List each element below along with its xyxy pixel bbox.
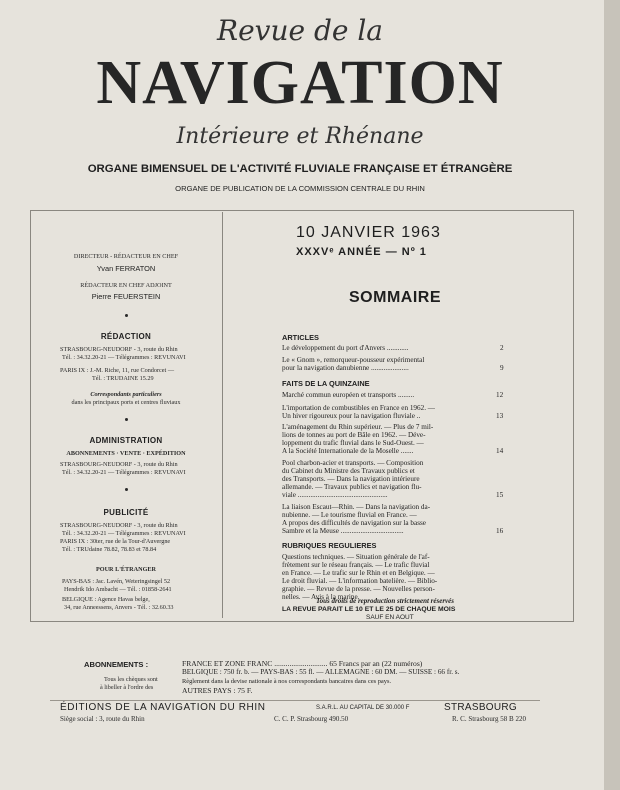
article-page: 9: [500, 364, 504, 372]
masthead-title: NAVIGATION: [96, 49, 504, 117]
administration-line: Tél. : 34.32.20-21 — Télégrammes : REVUNAVI: [62, 469, 186, 476]
article-page: 12: [496, 391, 504, 399]
article-line: Un hiver rigoureux pour la navigation fluviale ..: [282, 412, 421, 420]
footer-rc: R. C. Strasbourg 58 B 220: [452, 715, 526, 723]
issue-date: 10 JANVIER 1963: [296, 224, 441, 241]
article-line: frètement sur le réseau français. — Le trafic fluvial: [282, 561, 430, 569]
article-page: 15: [496, 491, 504, 499]
redaction-line: PARIS IX : J.-M. Riche, 11, rue Condorcet —: [60, 367, 175, 374]
article-line: graphie. — Revue de la presse. — Nouvelles person-: [282, 585, 435, 593]
article-line: A propos des difficultés de navigation sur la basse: [282, 519, 426, 527]
article-line: Le « Gnom », remorqueur-pousseur expérimental: [282, 356, 425, 364]
etranger-line: PAYS-BAS : Jac. Lavén, Weteringsingel 52: [62, 578, 171, 585]
article-line: du Cabinet du Ministre des Travaux publics et: [282, 467, 415, 475]
abonnements-line: Règlement dans la devise nationale à nos correspondants bancaires dans ces pays.: [182, 678, 392, 685]
adjoint-name: Pierre FEUERSTEIN: [91, 292, 161, 301]
article-line: L'importation de combustibles en France en 1962. —: [282, 404, 435, 412]
redaction-line: Tél. : 34.32.20-21 — Télégrammes : REVUNAVI: [62, 354, 186, 361]
issue-year-number: XXXVᵉ ANNÉE — Nº 1: [296, 246, 427, 258]
footer-city: STRASBOURG: [444, 702, 518, 713]
abonnements-line: AUTRES PAYS : 75 F.: [182, 686, 253, 695]
section-heading: RUBRIQUES REGULIERES: [282, 541, 377, 550]
article-page: 14: [496, 447, 504, 455]
etranger-line: Hendrik Ido Ambacht — Tél. : 01858-2641: [64, 586, 172, 593]
article-line: La liaison Escaut—Rhin. — Dans la navigation da-: [282, 503, 431, 511]
column-divider: [222, 212, 223, 618]
article-line: Pool charbon-acier et transports. — Composition: [282, 459, 424, 467]
article-line: en France. — Le trafic sur le Rhin et en Belgique. —: [282, 569, 435, 577]
footer-ccp: C. C. P. Strasbourg 490.50: [274, 715, 349, 723]
abonnements-line: FRANCE ET ZONE FRANC ............................ 65 Francs par an (22 numéros): [182, 659, 423, 668]
article-page: 16: [496, 527, 504, 535]
article-line: loppement du trafic fluvial dans le Sud-Ouest. —: [282, 439, 424, 447]
footer-editions: ÉDITIONS DE LA NAVIGATION DU RHIN: [60, 702, 266, 713]
footer-siege: Siège social : 3, route du Rhin: [60, 715, 145, 723]
publicite-line: STRASBOURG-NEUDORF - 3, route du Rhin: [60, 522, 178, 529]
revue-line: Revue de la: [216, 14, 384, 47]
article-line: Le développement du port d'Anvers ............: [282, 344, 409, 352]
organe-publication-line: ORGANE DE PUBLICATION DE LA COMMISSION CENTRALE DU RHIN: [175, 184, 425, 193]
administration-line: STRASBOURG-NEUDORF - 3, route du Rhin: [60, 461, 178, 468]
footer-rule: [50, 700, 540, 701]
article-line: A la Société Internationale de la Moselle .......: [282, 447, 414, 455]
article-line: nubienne. — Le tourisme fluvial en France. —: [282, 511, 417, 519]
etranger-line: 34, rue Anneessens, Anvers - Tél. : 32.60.33: [64, 604, 174, 611]
publicite-line: PARIS IX : 30ter, rue de la Tour-d'Auvergne: [60, 538, 171, 545]
organe-line: ORGANE BIMENSUEL DE L'ACTIVITÉ FLUVIALE FRANÇAISE ET ÉTRANGÈRE: [87, 163, 513, 175]
sauf-notice: SAUF EN AOUT: [366, 614, 414, 621]
etranger-line: BELGIQUE : Agence Havas belge,: [62, 596, 150, 603]
article-line: allemande. — Travaux publics et navigation flu-: [282, 483, 422, 491]
sommaire-title: SOMMAIRE: [349, 289, 441, 306]
directeur-label: DIRECTEUR - RÉDACTEUR EN CHEF: [73, 253, 179, 260]
publicite-line: Tél. : 34.32.20-21 — Télégrammes : REVUNAVI: [62, 530, 186, 537]
separator-dot: [125, 418, 128, 421]
article-line: viale ..................................................: [282, 491, 388, 499]
article-line: Le droit fluvial. — L'information batelière. — Biblio-: [282, 577, 438, 585]
publicite-line: Tél. : TRUdaine 78.82, 78.83 et 78.84: [62, 546, 157, 553]
article-line: Questions techniques. — Situation générale de l'af-: [282, 553, 430, 561]
abonnements-line: BELGIQUE : 750 fr. b. — PAYS-BAS : 55 fl. — ALLEMAGNE : 60 DM. — SUISSE : 66 fr. s.: [182, 668, 460, 676]
redaction-line: Tél. : TRUDAINE 15.29: [92, 375, 154, 382]
abonnements-note: à libeller à l'ordre des: [100, 684, 154, 691]
article-line: nelles. — Avis à la marine.: [282, 593, 360, 601]
adjoint-label: RÉDACTEUR EN CHEF ADJOINT: [80, 282, 172, 289]
etranger-heading: POUR L'ÉTRANGER: [96, 566, 156, 573]
article-line: Marché commun européen et transports .........: [282, 391, 415, 399]
article-line: des Transports. — Dans la navigation intérieure: [282, 475, 420, 483]
article-line: L'aménagement du Rhin supérieur. — Plus de 7 mil-: [282, 423, 434, 431]
separator-dot: [125, 488, 128, 491]
separator-dot: [125, 314, 128, 317]
rights-notice: Tous droits de reproduction strictement réservés: [316, 597, 454, 605]
article-page: 2: [500, 344, 504, 352]
article-page: 13: [496, 412, 504, 420]
directeur-name: Yvan FERRATON: [96, 264, 156, 273]
section-heading: FAITS DE LA QUINZAINE: [282, 379, 370, 388]
publicite-heading: PUBLICITÉ: [103, 508, 149, 517]
article-line: lions de tonnes au port de Bâle en 1962. — Déve-: [282, 431, 426, 439]
correspondants-title: Correspondants particuliers: [90, 391, 162, 398]
article-line: Sambre et la Meuse ...................................: [282, 527, 404, 535]
redaction-line: STRASBOURG-NEUDORF - 3, route du Rhin: [60, 346, 178, 353]
article-line: pour la navigation danubienne .....................: [282, 364, 409, 372]
parution-notice: LA REVUE PARAIT LE 10 ET LE 25 DE CHAQUE MOIS: [282, 606, 456, 613]
abonnements-note: Tous les chèques sont: [104, 676, 158, 683]
masthead-subtitle: Intérieure et Rhénane: [176, 124, 424, 149]
administration-heading: ADMINISTRATION: [89, 436, 163, 445]
correspondants-line: dans les principaux ports et centres fluviaux: [71, 399, 181, 406]
section-heading: ARTICLES: [282, 333, 319, 342]
footer-sarl: S.A.R.L. AU CAPITAL DE 30.000 F: [316, 705, 410, 711]
page-edge: [604, 0, 620, 790]
redaction-heading: RÉDACTION: [100, 332, 152, 341]
abonnements-label: ABONNEMENTS :: [84, 660, 149, 669]
administration-subheading: ABONNEMENTS · VENTE · EXPÉDITION: [66, 450, 186, 457]
